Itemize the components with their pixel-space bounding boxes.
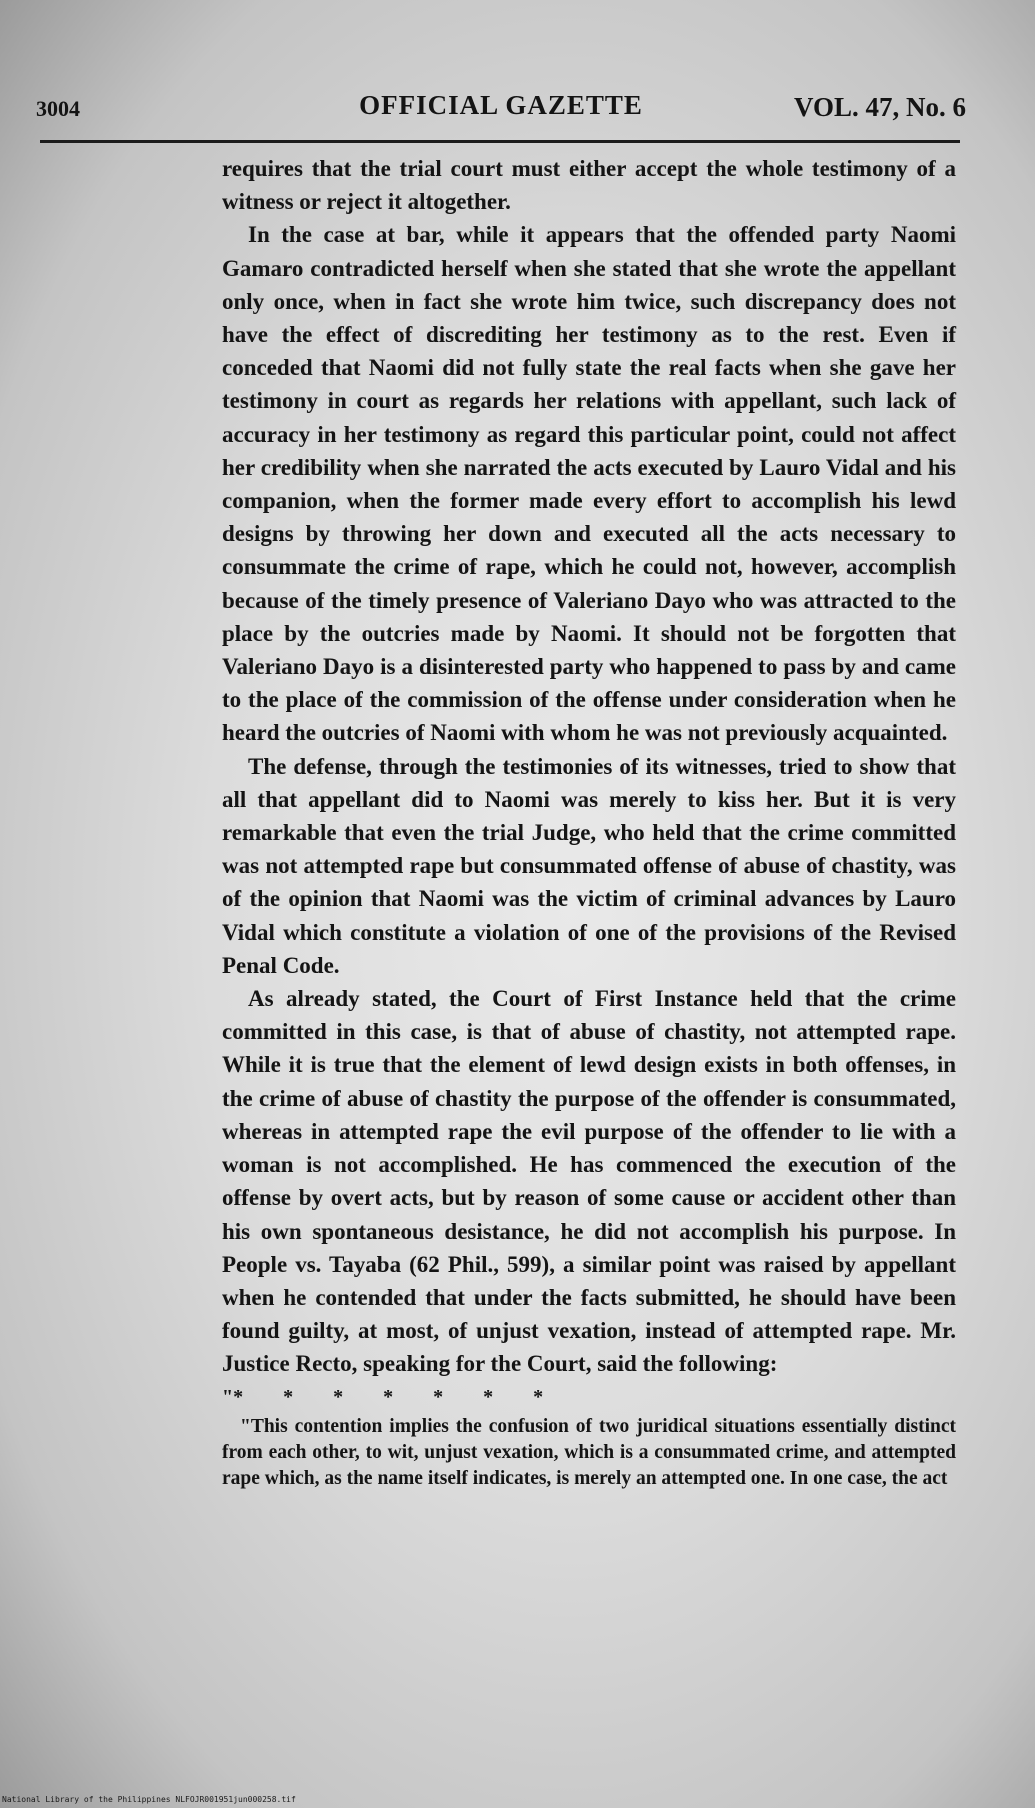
page-header <box>36 86 966 126</box>
header-rule <box>40 140 960 143</box>
paragraph: requires that the trial court must either accept the whole testimony of a witness or reject it altogether. <box>222 156 956 215</box>
volume-number: VOL. 47, No. 6 <box>794 92 966 122</box>
paragraph: The defense, through the testimonies of its witnesses, tried to show that all that appellant did to Naomi was merely to kiss her. But it is very remarkable that even the trial Judge, who held that the crime committed was not attempted rape but consummated offense of abuse of chastity, was of the opinion that Naomi was the victim of criminal advances by Lauro Vidal which constitute a violation of one of the provisions of the Revised Penal Code. <box>222 753 956 978</box>
publication-title: OFFICIAL GAZETTE <box>359 90 643 120</box>
omission-marks: "* * * * * * * <box>222 1385 544 1408</box>
paragraph: In the case at bar, while it appears that the offended party Naomi Gamaro contradicted herself when she stated that she wrote the appellant only once, when in fact she wrote him twice, such discrepancy does not have the effect of discrediting her testimony as to the rest. Even if conceded that Naomi did not fully state the real facts when she gave her testimony in court as regards her relations with appellant, such lack of accuracy in her testimony as regard this particular point, could not affect her credibility when she narrated the acts executed by Lauro Vidal and his companion, when the former made every effort to accomplish his lewd designs by throwing her down and executed all the acts necessary to consummate the crime of rape, which he could not, however, accomplish because of the timely presence of Valeriano Dayo who was attracted to the place by the outcries made by Naomi. It should not be forgotten that Valeriano Dayo is a disinterested party who happened to pass by and came to the place of the commission of the offense under consideration when he heard the outcries of Naomi with whom he was not previously acquainted. <box>222 222 956 746</box>
paragraph: As already stated, the Court of First Instance held that the crime committed in this case, is that of abuse of chastity, not attempted rape. While it is true that the element of lewd design exists in both offenses, in the crime of abuse of chastity the purpose of the offender is consummated, whereas in attempted rape the evil purpose of the offender to lie with a woman is not accomplished. He has commenced the execution of the offense by overt acts, but by reason of some cause or accident other than his own spontaneous desistance, he did not accomplish his purpose. In People vs. Tayaba (62 Phil., 599), a similar point was raised by appellant when he contended that under the facts submitted, he should have been found guilty, at most, of unjust vexation, instead of attempted rape. Mr. Justice Recto, speaking for the Court, said the following: <box>222 986 956 1377</box>
page-number: 3004 <box>36 96 80 121</box>
block-quote: "This contention implies the confusion of two juridical situations essentially distinct from each other, to wit, unjust vexation, which is a consummated crime, and attempted rape which, as the name itself indicates, is merely an attempted one. In one case, the act <box>222 1415 956 1489</box>
article-body <box>222 152 956 1492</box>
scan-footer: National Library of the Philippines NLFOJR001951jun000258.tif <box>2 1795 296 1804</box>
